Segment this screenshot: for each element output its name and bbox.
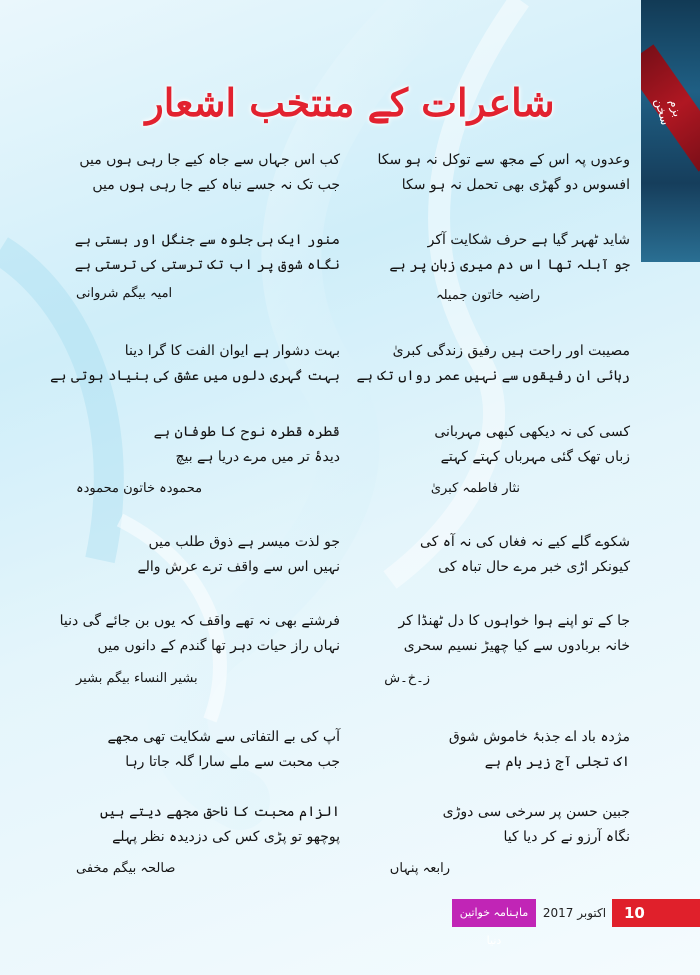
verse-line: پوچھو تو پڑی کس کی دزدیدہ نظر پہلے (112, 829, 340, 845)
couplet (60, 534, 340, 594)
verse-line: جب تک نہ جسے نباہ کیے جا رہی ہوں میں (92, 177, 340, 193)
verse-line: نگاہ آرزو نے کر دیا کیا (503, 829, 630, 845)
verse-line: نہاں راز حیات دہر تھا گندم کے دانوں میں (97, 638, 340, 654)
poet-name: امیہ بیگم شروانی (76, 286, 173, 301)
verse-line: رہائی ان رفیقوں سے نہیں عمر رواں تک ہے (356, 368, 630, 384)
couplet (360, 804, 630, 884)
verse-line: جو لذت میسر ہے ذوق طلب میں (148, 534, 340, 550)
corner-decoration (641, 0, 700, 262)
verse-line: فرشتے بھی نہ تھے واقف کہ یوں بن جائے گی دنیا (59, 613, 340, 629)
poet-name: بشیر النساء بیگم بشیر (76, 671, 198, 686)
couplet (60, 424, 340, 504)
poet-name: صالحہ بیگم مخفی (76, 861, 176, 876)
poet-name: رابعہ پنہاں (389, 861, 450, 876)
verse-line: کسی کی نہ دیکھی کبھی مہربانی (434, 424, 630, 440)
issue-date: اکتوبر 2017 (542, 906, 607, 920)
verse-line: نگاہ شوق پر اب تک ترستی کی ترستی ہے (74, 257, 340, 273)
verse-line: قطرہ قطرہ نوح کا طوفان ہے (153, 424, 340, 440)
poet-name: راضیہ خاتون جمیلہ (435, 288, 540, 303)
couplet (360, 729, 630, 789)
magazine-name: ماہنامہ خواتین دنیا (452, 899, 536, 927)
verse-line: دیدۂ تر میں مرے دریا ہے بیچ (175, 449, 340, 465)
verse-line: افسوس دو گھڑی بھی تحمل نہ ہو سکا (401, 177, 630, 193)
poet-name: محمودہ خاتون محمودہ (76, 481, 203, 496)
section-tag: بزم سخن (651, 96, 685, 127)
verse-line: جبین حسن پر سرخی سی دوڑی (442, 804, 630, 820)
couplet (360, 424, 630, 504)
verse-line: شاید ٹھہر گیا ہے حرف شکایت آکر (427, 232, 630, 248)
verse-line: نہیں اس سے واقف ترے عرش والے (137, 559, 340, 575)
page-number: 10 (612, 899, 700, 927)
verse-line: اک تجلی آج زیر بام ہے (484, 754, 630, 770)
couplet (60, 613, 340, 693)
verse-line: مژدہ باد اے جذبۂ خاموش شوق (448, 729, 630, 745)
verse-line: جب محبت سے ملے سارا گلہ جاتا رہا (125, 754, 340, 770)
verse-line: منور ایک ہی جلوہ سے جنگل اور بستی ہے (74, 232, 340, 248)
couplet (60, 804, 340, 884)
poet-name: نثار فاطمہ کبریٰ (430, 481, 520, 496)
couplet (360, 152, 630, 212)
verse-line: خانہ بربادوں سے کیا چھیڑ نسیم سحری (403, 638, 630, 654)
verse-line: آپ کی بے التفاتی سے شکایت تھی مجھے (107, 729, 340, 745)
verse-line: وعدوں پہ اس کے مجھ سے توکل نہ ہو سکا (377, 152, 630, 168)
verse-line: کب اس جہاں سے جاہ کیے جا رہی ہوں میں (79, 152, 340, 168)
verse-line: الزام محبت کا ناحق مجھے دیتے ہیں (100, 804, 340, 820)
verse-line: مصیبت اور راحت ہیں رفیق زندگی کبریٰ (392, 343, 630, 359)
verse-line: جو آبلہ تھا اس دم میری زبان پر ہے (389, 257, 630, 273)
verse-line: شکوے گلے کیے نہ فغاں کی نہ آہ کی (419, 534, 630, 550)
couplet (356, 343, 630, 403)
couplet (60, 232, 340, 312)
verse-line: جا کے تو اپنے ہوا خواہوں کا دل ٹھنڈا کر (398, 613, 630, 629)
page-title: شاعرات کے منتخب اشعار (145, 80, 555, 125)
verse-line: کیونکر اڑی خبر مرے حال تباہ کی (438, 559, 630, 575)
couplet (60, 729, 340, 789)
couplet (360, 232, 630, 312)
poet-name: ز۔خ۔ش (384, 671, 430, 686)
verse-line: زباں تھک گئی مہرباں کہتے کہتے (440, 449, 630, 465)
couplet (60, 152, 340, 212)
couplet (360, 534, 630, 594)
couplet (360, 613, 630, 693)
verse-line: بہت گہری دلوں میں عشق کی بنیاد ہوتی ہے (50, 368, 340, 384)
couplet (50, 343, 340, 403)
verse-line: بہت دشوار ہے ایوان الفت کا گرا دینا (124, 343, 340, 359)
